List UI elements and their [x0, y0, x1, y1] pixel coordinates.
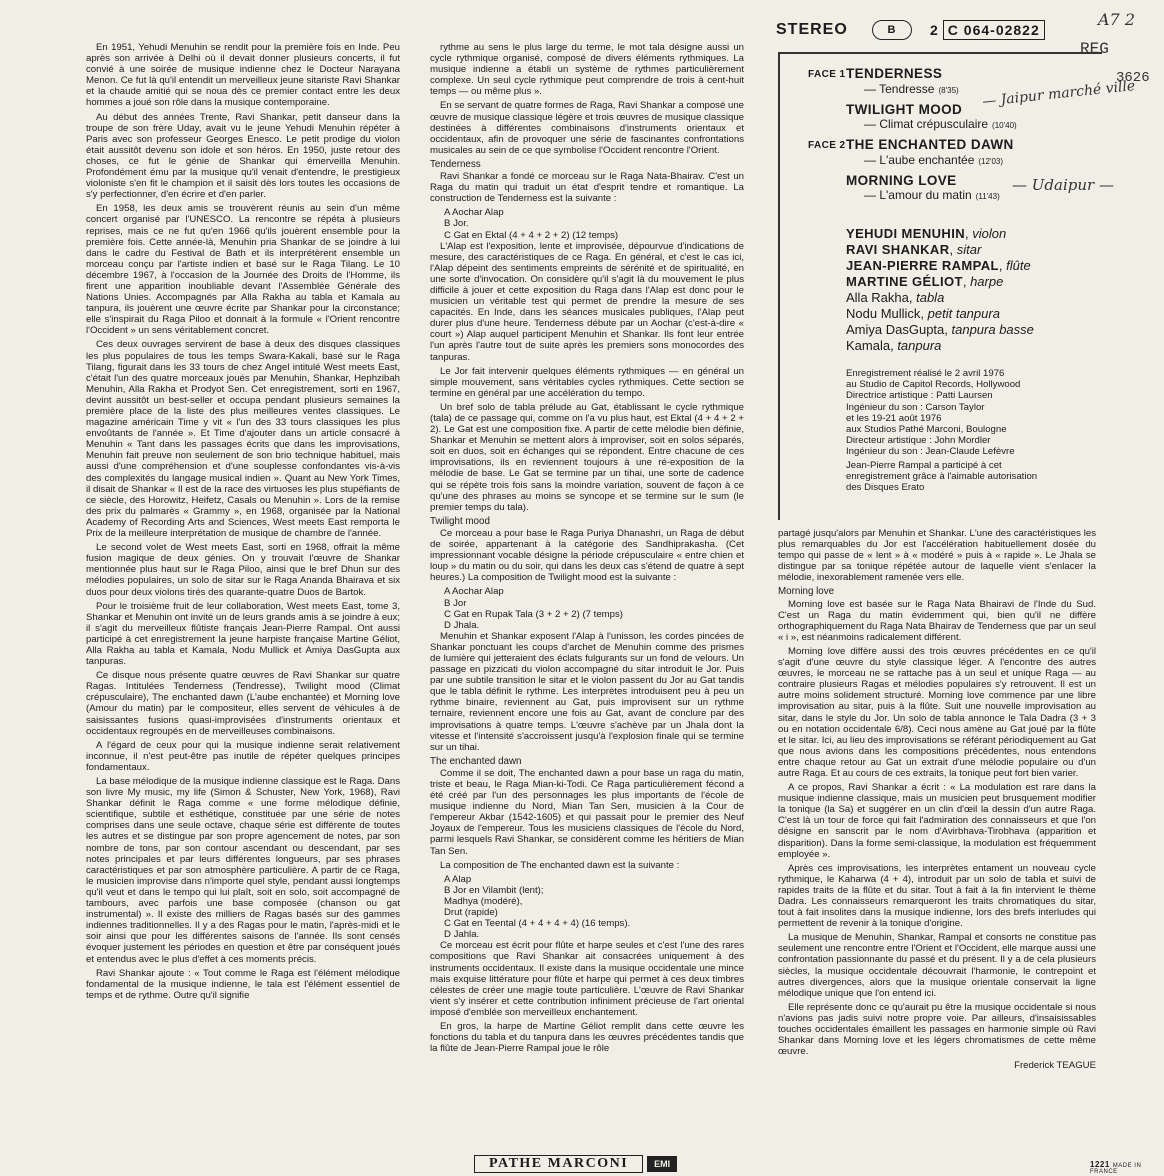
performer-6: Nodu Mullick, petit tanpura: [846, 306, 1000, 321]
list-item: A Alap: [444, 873, 472, 885]
catalogue-number: [930, 20, 1045, 40]
performer-3: JEAN-PIERRE RAMPAL, flûte: [846, 258, 1031, 273]
paragraph: rythme au sens le plus large du terme, le mot tala désigne aussi un cycle rythmique organisé, composé de divers éléments rythmiques. La musique indienne a établi un système de rythmes particulièrement complexe. Un seul cycle rythmique peut comprendre de trois à cent-huit temps — ou même plus ».: [430, 42, 744, 98]
performer-5: Alla Rakha, tabla: [846, 290, 945, 305]
track-1-french: — Tendresse (8'35): [864, 82, 959, 96]
track-3-title: THE ENCHANTED DAWN: [846, 137, 1014, 152]
performer-4: MARTINE GÉLIOT, harpe: [846, 274, 1004, 289]
column-3-body: [778, 528, 1096, 1057]
paragraph: Au début des années Trente, Ravi Shankar, petit danseur dans la troupe de son frère Uday, avait vu le jeune Yehudi Menuhin répéter à Paris avec son professeur Georges Enesco. Le petit prodige du violon était aussitôt devenu son idole et son héros. En 1950, juste retour des choses, ce fut le génie de Shankar qui émerveilla Menuhin. Profondément ému par la musique qu'il venait d'entendre, le prestigieux violoniste s'en fit le champion et il saisit dès lors toutes les occasions de s'y perfectionner, d'en écrire et d'en parler.: [86, 111, 400, 201]
list-item: A Aochar Alap: [444, 586, 504, 598]
paragraph: Ravi Shankar ajoute : « Tout comme le Raga est l'élément mélodique fondamental de la musique indienne, le tala est l'élément essentiel de temps et de rythme. Outre qu'il signifie: [86, 967, 400, 1001]
track-2-duration: (10'40): [992, 121, 1017, 130]
signature: Frederick TEAGUE: [1014, 1060, 1096, 1072]
handwritten-note-1: — Jaipur marché ville: [981, 78, 1136, 110]
list-item: B Jor.: [444, 218, 469, 230]
paragraph: La musique de Menuhin, Shankar, Rampal et consorts ne constitue pas seulement une rencontre entre l'Orient et l'Occident, elle marque aussi une confrontation passionnante du passé et du présent. Il y a de cela plusieurs siècles, la musique occidentale découvrait l'harmonie, le contrepoint et autres divergences, alors que la musique orientale conservait la ligne mélodique unique que l'on entend ici.: [778, 932, 1096, 999]
paragraph: En 1951, Yehudi Menuhin se rendit pour la première fois en Inde. Peu après son arrivée à Delhi où il devait donner plusieurs concerts, il fut convié à une soirée de musique indienne chez le Docteur Narayana Menon. Ce fut là qu'il entendit un merveilleux jeune sitariste Ravi Shankar et la chaude amitié qui se noua dès ce premier contact entre les deux hommes a joué son rôle dans la musique contemporaine.: [86, 42, 400, 109]
catalogue-code: C 064-02822: [943, 20, 1045, 40]
track-3-french: — L'aube enchantée (12'03): [864, 153, 1004, 167]
liner-notes-column-3: [778, 528, 1096, 1118]
track-4-duration: (11'43): [975, 192, 1000, 201]
paragraph: Comme il se doit, The enchanted dawn a pour base un raga du matin, triste et beau, le Raga Mian-ki-Todi. Ce Raga particulièrement fécond a été créé par l'un des personnages les plus importants de l'école de musique indienne du Nord, Mian Tan Sen, musicien à la Cour de l'empereur Akbar (1542-1605) et qui passait pour le premier des Neuf Joyaux de l'empereur. Tous les musiciens classiques de l'école du Nord, parmi lesquels Ravi Shankar, se considèrent comme les héritiers de Mian Tan Sen.: [430, 767, 744, 857]
label-logo: [474, 1154, 677, 1174]
track-3-duration: (12'03): [978, 157, 1004, 166]
emi-logo: EMI: [647, 1156, 677, 1172]
face-1-row: [808, 66, 1102, 81]
paragraph: Ce morceau a pour base le Raga Puriya Dhanashri, un Raga de début de soirée, appartenant à la catégorie des Sandhiprakasha. (Cet impressionnant vocable désigne la période crépusculaire « entre chien et loup » du matin ou du soir, qui dans les deux cas s'étend de quatre à sept heures.) La composition de Twilight mood est la suivante :: [430, 527, 744, 584]
paragraph: Le Jor fait intervenir quelques éléments rythmiques — en général un simple mouvement, sans véritables cycles rythmiques. Cette section se termine en général par une accélération du tempo.: [430, 365, 744, 399]
track-1-duration: (8'35): [938, 86, 959, 95]
stamp-number: 3626: [1116, 70, 1150, 86]
paragraph: Ce disque nous présente quatre œuvres de Ravi Shankar sur quatre Ragas. Intitulées Tenderness (Tendresse), Twilight mood (Climat crépusculaire), The enchanted dawn (L'aube enchantée) et Morning love (Amour du matin) par le compositeur, elles servent de véhicules à de saisissantes fusions quasi-improvisées d'instruments orientaux et occidentaux regroupés en de merveilleuses combinaisons.: [86, 670, 400, 737]
track-listing-box: [778, 52, 1102, 520]
header-catalogue-bar: [776, 16, 1126, 44]
track-4-title: MORNING LOVE: [846, 173, 957, 188]
stamp-reg: REG: [1080, 40, 1109, 58]
handwritten-a7: A7 2: [1098, 10, 1135, 29]
list-item: B Jor: [444, 597, 467, 609]
track-1-title: TENDERNESS: [846, 66, 943, 81]
performer-8: Kamala, tanpura: [846, 338, 942, 353]
paragraph: En se servant de quatre formes de Raga, Ravi Shankar a composé une œuvre de musique classique légère et trois œuvres de musique classique destinées à différentes combinaisons d'instruments orientaux et occidentaux, afin de provoquer une série de fascinantes confrontations musicales au sein de ce que symbolise l'Occident rencontre l'Orient.: [430, 100, 744, 156]
track-2-title: TWILIGHT MOOD: [846, 102, 963, 117]
paragraph: Ces deux ouvrages servirent de base à deux des disques classiques les plus populaires de tous les temps Swara-Kakali, basé sur le Raga Tilang, figurait dans les 33 tours de chez Angel intitulé West meets East, c'était l'un des quatre morceaux joués par Menuhin, Shankar, Hephzibah Menuhin, Alla Rakha et Prodyot Sen. Cet enregistrement, sorti en 1967, devint aussitôt un best-seller et occupa pendant plusieurs semaines la première place de la liste des plus meilleures ventes classiques. Le magazine américain Time y vit « l'un des 33 tours classiques les plus envoûtants de l'année ». Et Time d'ajouter dans un article consacré à Menuhin « Tant dans les passages écrits que dans les improvisations, Menuhin fait preuve non seulement de son brio technique habituel, mais aussi d'une compréhension et d'une souplesse confondantes vis-à-vis des complexités du langage musical indien ». Quant au New York Times, il disait de Shankar « Il est de la race des virtuoses les plus stupéfiants de ce siècle, des Horowitz, Heifetz, Casals ou Menuhin ». Lors de la remise des prix du palmarès « Grammy », en 1968, organisée par la National Academy of Recording Arts and Sciences, West meets East remporta le Prix de la meilleure interprétation de musique de chambre de l'année.: [86, 339, 400, 540]
stereo-label: STEREO: [776, 21, 848, 38]
track-4-french: — L'amour du matin (11'43): [864, 188, 1000, 202]
list-item: D Jhala.: [444, 619, 480, 631]
list-item: C Gat en Teental (4 + 4 + 4 + 4) (16 temps).: [444, 918, 631, 930]
paragraph: Morning love diffère aussi des trois œuvres précédentes en ce qu'il s'agit d'une œuvre du style classique léger. A l'encontre des autres œuvres, le morceau ne se rattache pas à un seul et unique Raga — au contraire plusieurs Ragas et mélodies populaires s'y retrouvent. Il est un autre moins solidement structuré. Morning love commence par une libre improvisation au sitar, puis à la flûte. Suit une nouvelle improvisation au sitar, dans le style du Jor. Un solo de tabla annonce le Tala Dadra (3 + 3 ou en notation occidentale 6/8). Ceci nous amène au Gat joué par la flûte et le sitar. Ici, au lieu des improvisations se référant périodiquement au Gat que nous avions dans les compositions précédentes, nous entendons entre chaque retour au Gat un extrait d'une mélodie populaire ou d'un autre Raga. Et au cours de ces extraits, la tonique peut fort bien varier.: [778, 645, 1096, 779]
list-item: A Aochar Alap: [444, 207, 504, 219]
paragraph: Ce morceau est écrit pour flûte et harpe seules et c'est l'une des rares compositions que Ravi Shankar ait consacrées uniquement à des instruments occidentaux. Il existe dans la musique occidentale une mince mais exquise littérature pour flûte et harpe qui permet à ces deux timbres célestes de créer une magie toute particulière. L'œuvre de Ravi Shankar vient s'y insérer et cette contribution infiniment précieuse de l'art oriental imposé d'emblée son merveilleux enchantement.: [430, 940, 744, 1018]
face-2-label: FACE 2: [808, 140, 846, 151]
list-item: Drut (rapide): [444, 907, 498, 919]
paragraph: partagé jusqu'alors par Menuhin et Shankar. L'une des caractéristiques les plus remarquables du Jor est l'accélération habituellement dosée du tempo qui passe de « lent » à « modéré » puis à « rapide ». Le Jhala se distingue par sa tonique répétée autour de laquelle vient s'enlacer la mélodie, inexorablement ramenée vers elle.: [778, 528, 1096, 584]
section-heading: Tenderness: [430, 158, 481, 170]
paragraph: Un bref solo de tabla prélude au Gat, établissant le cycle rythmique (tala) de ce passage qui, comme on l'a vu plus haut, est Ektal (4 + 4 + 2 + 2). Le Gat est une composition fixe. A partir de cette mélodie bien définie, Shankar et Menuhin se mettent alors à improviser, soit en solos séparés, soit en duos, soit en échanges qui se répondent. Entre chacune de ces improvisations, ils en reviennent toujours à une ré-exposition de la mélodie de base. Le Gat se termine par un tihai, une sorte de cadence qui se répète trois fois sans la moindre variation, souvent de façon à ce qu'une des phrases au moins se syncope et se termine sur le sum (le premier temps du tala).: [430, 401, 744, 513]
paragraph: Morning love est basée sur le Raga Nata Bhairavi de l'Inde du Sud. C'est un Raga du matin évidemment qui, bien qu'il ne diffère orthographiquement du Raga Nata Bhairav de Tenderness que par un seul « i », est néanmoins radicalement différent.: [778, 598, 1096, 643]
list-item: B Jor en Vilambit (lent);: [444, 884, 544, 896]
paragraph: Le second volet de West meets East, sorti en 1968, offrait la même fusion magique de deux génies. On y trouvait l'œuvre de Shankar mentionnée plus haut sur le Raga Piloo, ainsi que le bref Dhun sur des mélodies populaires, un solo de sitar sur le Raga Ananda Bhairava et six duos pour deux violons tirés des quarante-quatre Duos de Bartok.: [86, 542, 400, 598]
section-heading: Twilight mood: [430, 515, 490, 527]
made-code: 1221: [1090, 1160, 1110, 1169]
performer-2: RAVI SHANKAR, sitar: [846, 242, 982, 257]
liner-notes-column-2: [430, 42, 744, 1152]
paragraph: En 1958, les deux amis se trouvèrent réunis au sein d'un même concert organisé par l'UNESCO. La rencontre se répéta à plusieurs reprises, mais ce ne fut qu'en 1966 qu'ils jouèrent ensemble pour la première fois. Cette année-là, Menuhin pria Shankar de se joindre à lui dans le cadre du Festival de Bath et ils interprétèrent ensemble un morceau conçu par l'artiste indien et basé sur le Raga Tilang. Le 10 décembre 1967, à l'occasion de la Journée des Droits de l'Homme, ils firent une apparition inoubliable devant l'Assemblée Générale des Nations Unies. Accompagnés par Alla Rakha au tabla et Kamala au tanpura, ils jouèrent une œuvre écrite par Shankar pour la circonstance; elle s'inspirait du Raga Piloo et donnait à la formule « l'Orient rencontre l'Occident » un sens véritablement concret.: [86, 203, 400, 337]
paragraph: A ce propos, Ravi Shankar a écrit : « La modulation est rare dans la musique indienne classique, mais un musicien peut brusquement modifier la tonique (la Sa) et suggérer en un clin d'œil la dessin d'un autre Raga. C'est là un tour de force qui fait l'admiration des connaisseurs et que l'on désigne en sanscrit par le nom d'Avirbhava-Tirobhava (apparition et disparition). Dans la forme semi-classique, la modulation est fréquemment employée ».: [778, 782, 1096, 860]
paragraph: Ravi Shankar a fondé ce morceau sur le Raga Nata-Bhairav. C'est un Raga du matin qui traduit un état d'esprit tendre et romantique. La construction de Tenderness est la suivante :: [430, 171, 744, 205]
paragraph: A l'égard de ceux pour qui la musique indienne serait relativement inconnue, il n'est peut-être pas inutile de répéter quelques principes fondamentaux.: [86, 739, 400, 773]
pathe-marconi-logo: PATHE MARCONI: [474, 1155, 643, 1173]
face-1-label: FACE 1: [808, 69, 846, 80]
liner-notes-column-1: [86, 42, 400, 1142]
made-in-france: 1221 MADE IN FRANCE: [1090, 1160, 1142, 1175]
paragraph: La base mélodique de la musique indienne classique est le Raga. Dans son livre My music, my life (Simon & Schuster, New York, 1968), Ravi Shankar définit le Raga comme « une forme mélodique définie, scientifique, subtile et esthétique, constituée par une série de notes comprises dans une seule octave, chaque série est différente de toutes les autres et se distingue par son propre agencement de notes, par son nombre de tons, par son contour ascendant ou descendant, par ses notes principales et par leurs différentes longueurs, par ses phrases caractéristiques et par son atmosphère particulière. A partir de ce Raga, le musicien improvise dans n'importe quel style, pendant aussi longtemps qu'il veut et dans le tempo qui lui plaît, soit en solo, soit accompagné de tambours, avec parfois une base composée (chanson ou gat instrumental) ». Il existe des milliers de Ragas basés sur des gammes indiennes traditionnelles. Il y a des Ragas pour le matin, l'après-midi et le soir ainsi que pour les différentes saisons de l'année. Ils sont censés évoquer justement les périodes en question et être par conséquent joués et entendus avec le plus d'effet à ces moments précis.: [86, 776, 400, 965]
paragraph: Après ces improvisations, les interprètes entament un nouveau cycle rythmique, le Kaharwa (4 + 4), introduit par un solo de tabla et suivi de rapides traits de la flûte et du sitar. Tout à fait à la fin intervient le thème Dadra. Les connaisseurs remarqueront les traits chromatiques du sitar, tout à fait insolites dans la musique indienne, lors des brefs interludes qui permettent de revenir à la tonique d'origine.: [778, 862, 1096, 930]
paragraph: Elle représente donc ce qu'aurait pu être la musique occidentale si nous n'avions pas jadis suivi notre propre voie. Par ailleurs, d'insaisissables touches occidentales émaillent les passages en harmonie simple où Ravi Shankar dans Morning love et les légers chromatismes de cette même œuvre.: [778, 1001, 1096, 1058]
list-item: Madhya (modéré),: [444, 895, 523, 907]
section-heading: Morning love: [778, 586, 835, 598]
paragraph: L'Alap est l'exposition, lente et improvisée, dépourvue d'indications de mesure, des caractéristiques de ce Raga. En général, et c'est le cas ici, l'Alap dépeint des sentiments empreints de sérénité et de spiritualité, en une sorte d'invocation. On considère qu'il s'agit là du mouvement le plus difficile à jouer et cette exposition du Raga dans l'Alap est donc pour le musicien un véritable test qui permet de prendre la mesure de ses capacités. En Inde, dans les séances musicales publiques, l'Alap peut durer plus d'une heure. Tenderness débute par un Aochar (c'est-à-dire « court ») Alap auquel participent Menuhin et Shankar. Ils font leur entrée l'un après l'autre tout de suite après les premiers sons monocordes des tanpuras.: [430, 240, 744, 363]
performer-7: Amiya DasGupta, tanpura basse: [846, 322, 1034, 337]
list-item: C Gat en Ektal (4 + 4 + 2 + 2) (12 temps): [444, 229, 619, 241]
performer-1: YEHUDI MENUHIN, violon: [846, 226, 1007, 241]
section-heading: The enchanted dawn: [430, 755, 522, 767]
performer-list: [846, 226, 1102, 354]
list-item: C Gat en Rupak Tala (3 + 2 + 2) (7 temps): [444, 608, 623, 620]
list-item: D Jahla.: [444, 929, 480, 941]
recording-credits: Enregistrement réalisé le 2 avril 1976 au Studio de Capitol Records, Hollywood Directrice artistique : Patti Laursen Ingénieur du son : Carson Taylor et les 19-21 août 1976 aux Studios Pathé Marconi, Boulogne Directeur artistique : John Mordler Ingénieur du son : Jean-Claude Lefèvre Jean-Pierre Rampal a participé à cet enregistrement grâce à l'aimable autorisation des Disques Erato: [846, 368, 1038, 494]
b-badge: B: [872, 20, 912, 40]
face-2-row: [808, 137, 1102, 152]
paragraph: La composition de The enchanted dawn est la suivante :: [440, 859, 680, 871]
paragraph: Menuhin et Shankar exposent l'Alap à l'unisson, les cordes pincées de Shankar ponctuant les coups d'archet de Menuhin comme des prismes de lumière qui jetteraient des éclats fulgurants sur un fond de velours. Un passage en pizzicati du violon accompagné du sitar introduit le Jor. Puis par une subtile transition le sitar et le violon passent du Jor au Gat tandis que le tabla définit le rythme. Les interprètes introduisent peu à peu un rythme binaire, reviennent au Gat, puis improvisent sur un rythme ternaire, reviennent encore une fois au Gat, avant de conclure par des improvisations à quatre temps. L'œuvre s'achève par un Jhala dont la vitesse et l'intensité s'accroissent jusqu'à l'explosion finale qui se termine sur un tihai.: [430, 630, 744, 753]
paragraph: Pour le troisième fruit de leur collaboration, West meets East, tome 3, Shankar et Menuhin ont invité un de leurs grands amis à se joindre à eux; il s'agit du merveilleux flûtiste français Jean-Pierre Rampal. Ont aussi participé à cet enregistrement la jeune harpiste française Martine Géliot, Alla Rakha au tabla et Kamala, Nodu Mullick et Amiya DasGupta aux tanpuras.: [86, 600, 400, 668]
handwritten-note-2: — Udaipur —: [1012, 176, 1114, 194]
side-number: 2: [930, 22, 939, 38]
paragraph: En gros, la harpe de Martine Géliot remplit dans cette œuvre les fonctions du tabla et du tanpura dans les œuvres précédentes tandis que la flûte de Jean-Pierre Rampal joue le rôle: [430, 1020, 744, 1055]
track-2-french: — Climat crépusculaire (10'40): [864, 117, 1017, 131]
